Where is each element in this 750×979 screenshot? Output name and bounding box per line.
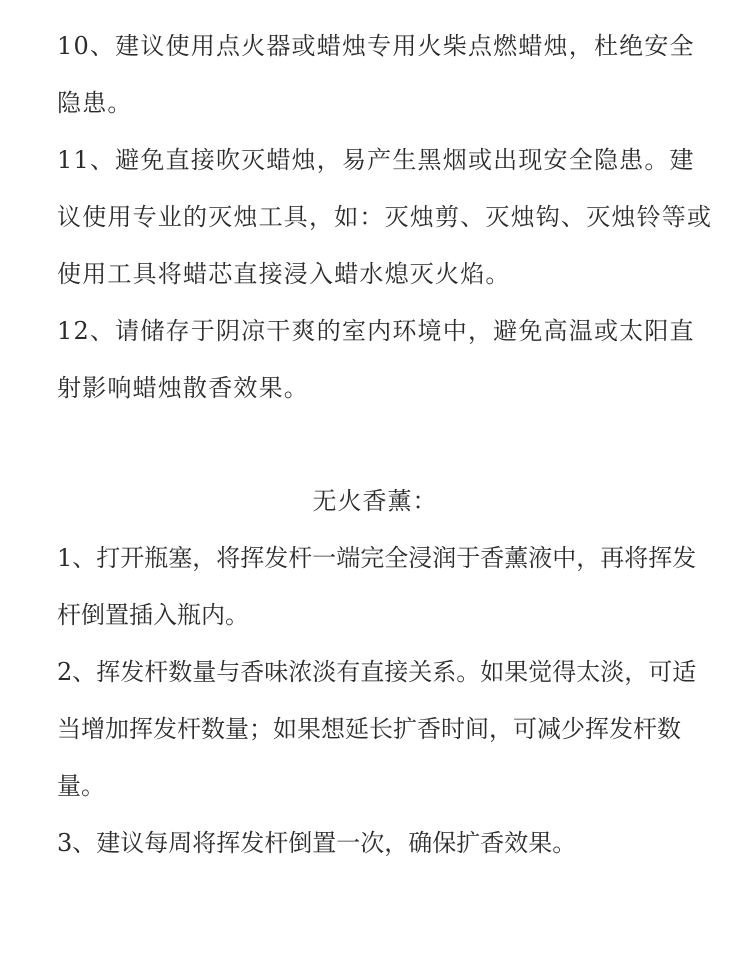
candle-tip-12: 12、请储存于阴凉干爽的室内环境中，避免高温或太阳直射影响蜡烛散香效果。 [57,317,695,402]
reed-diffuser-heading: 无火香薰： [312,487,438,515]
reed-diffuser-tip-3: 3、建议每周将挥发杆倒置一次，确保扩香效果。 [57,829,577,857]
candle-tip-10: 10、建议使用点火器或蜡烛专用火柴点燃蜡烛，杜绝安全隐患。 [57,32,695,117]
candle-tip-11: 11、避免直接吹灭蜡烛，易产生黑烟或出现安全隐患。建议使用专业的灭烛工具，如：灭烛剪、灭烛钩、灭烛铃等或使用工具将蜡芯直接浸入蜡水熄灭火焰。 [57,146,713,288]
reed-diffuser-tip-1: 1、打开瓶塞，将挥发杆一端完全浸润于香薰液中，再将挥发杆倒置插入瓶内。 [57,544,697,629]
reed-diffuser-tip-2: 2、挥发杆数量与香味浓淡有直接关系。如果觉得太淡，可适当增加挥发杆数量；如果想延长扩香时间，可减少挥发杆数量。 [57,658,697,800]
